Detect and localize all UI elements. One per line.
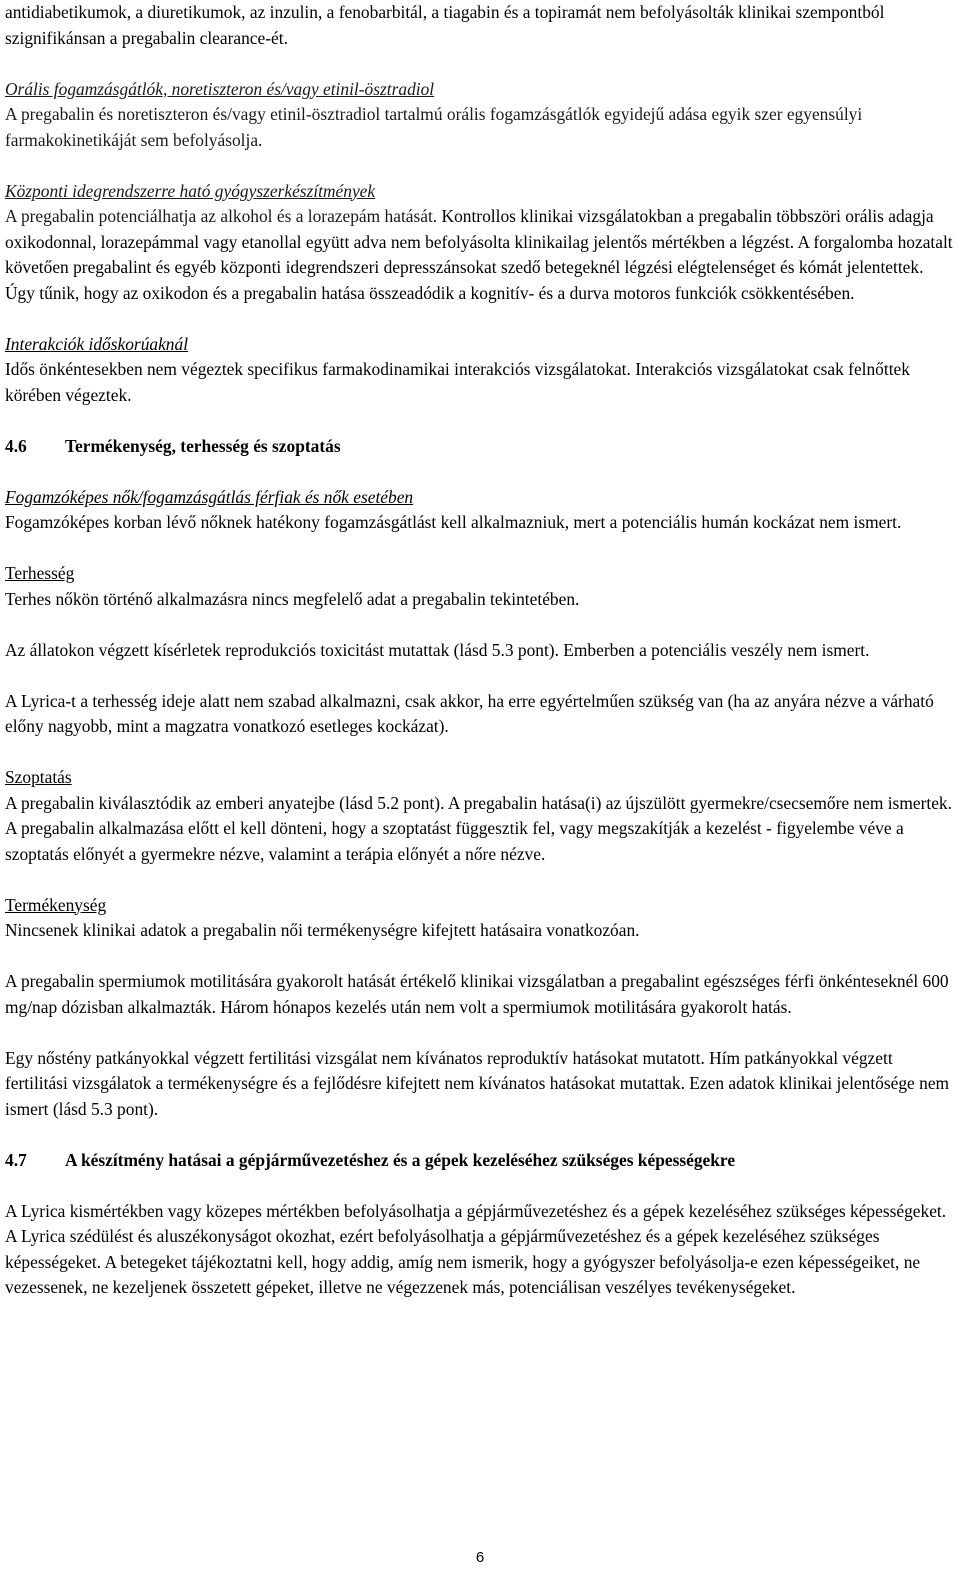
subheading-elderly-interactions: Interakciók időskorúaknál (5, 333, 189, 354)
pregnancy-paragraph-1: Terhes nőkön történő alkalmazásra nincs megfelelő adat a pregabalin tekintetében. (5, 588, 580, 609)
spacer (5, 867, 955, 893)
fertility-paragraph-3: Egy nőstény patkányokkal végzett fertilitási vizsgálat nem kívánatos reproduktív hatásokat mutatott. Hím patkányokkal végzett fertilitási vizsgálatok a termékenységre és a fejlődésre kifejtett nem kívánatos hatásokat mutattak. Ezen adatok klinikai jelentősége nem ismert (lásd 5.3 pont). (5, 1047, 950, 1119)
spacer (5, 1122, 955, 1148)
section-title: Termékenység, terhesség és szoptatás (65, 435, 341, 456)
subheading-pregnancy: Terhesség (5, 563, 75, 583)
spacer (5, 51, 955, 77)
breastfeeding-paragraph: A pregabalin kiválasztódik az emberi anyatejbe (lásd 5.2 pont). A pregabalin hatása(i) az újszülött gyermekre/csecsemőre nem ismertek. A pregabalin alkalmazása előtt el kell dönteni, hogy a szoptatást függesztik fel, vagy megszakítják a kezelést - figyelembe véve a szoptatás előnyét a gyermekre nézve, valamint a terápia előnyét a nőre nézve. (5, 792, 952, 864)
cns-drugs-sentence-rest: Kontrollos klinikai vizsgálatokban a pregabalin többszöri orális adagja oxikodonnal, lorazepámmal vagy etanollal együtt adva nem befolyásolta klinikailag jelentős mértékben a légzést. A forgalomba hozatalt követően pregabalint és egyéb központi idegrendszeri depresszánsokat szedő betegeknél légzési elégtelenséget és kómát jelentettek. Úgy tűnik, hogy az oxikodon és a pregabalin hatása összeadódik a kognitív- és a durva motoros funkciók csökkentésében. (5, 206, 953, 303)
section-number: 4.7 (5, 1149, 27, 1170)
cns-drugs-paragraph (5, 204, 955, 306)
spacer (5, 536, 955, 562)
page-number: 6 (475, 1549, 485, 1566)
subheading-breastfeeding: Szoptatás (5, 767, 72, 787)
pregnancy-paragraph-3: A Lyrica-t a terhesség ideje alatt nem szabad alkalmazni, csak akkor, ha erre egyértelműen szükség van (ha az anyára nézve a várható előny nagyobb, mint a magzatra vonatkozó esetleges kockázat). (5, 690, 934, 736)
elderly-interactions-paragraph: Idős önkéntesekben nem végeztek specifikus farmakodinamikai interakciós vizsgálatokat. Interakciós vizsgálatokat csak felnőttek körében végeztek. (5, 359, 910, 405)
oral-contraceptives-paragraph: A pregabalin és noretiszteron és/vagy etinil-ösztradiol tartalmú orális fogamzásgátlók egyidejű adása egyik szer egyensúlyi farmakokinetikáját sem befolyásolja. (5, 104, 863, 150)
spacer (5, 740, 955, 766)
fertility-paragraph-2: A pregabalin spermiumok motilitására gyakorolt hatását értékelő klinikai vizsgálatban a pregabalint egészséges férfi önkénteseknél 600 mg/nap dózisban alkalmazták. Három hónapos kezelés után nem volt a spermiumok motilitására gyakorolt hatás. (5, 971, 949, 1017)
spacer (5, 612, 955, 638)
pregnancy-paragraph-2: Az állatokon végzett kísérletek reprodukciós toxicitást mutattak (lásd 5.3 pont). Emberben a potenciális veszély nem ismert. (5, 639, 870, 660)
section-heading-4-7 (5, 1148, 955, 1174)
fertile-women-paragraph: Fogamzóképes korban lévő nőknek hatékony fogamzásgátlást kell alkalmazniuk, mert a potenciális humán kockázat nem ismert. (5, 512, 902, 532)
section-number: 4.6 (5, 435, 27, 456)
spacer (5, 153, 955, 179)
spacer (5, 408, 955, 434)
document-page (5, 0, 955, 1301)
subheading-cns-drugs: Központi idegrendszerre ható gyógyszerkészítmények (5, 180, 376, 201)
section-heading-4-6 (5, 434, 955, 460)
subheading-fertility: Termékenység (5, 894, 107, 915)
subheading-oral-contraceptives: Orális fogamzásgátlók, noretiszteron és/vagy etinil-ösztradiol (5, 78, 435, 99)
spacer (5, 663, 955, 689)
spacer (5, 459, 955, 485)
driving-paragraph: A Lyrica kismértékben vagy közepes mértékben befolyásolhatja a gépjárművezetéshez és a gépek kezeléséhez szükséges képességeket. A Lyrica szédülést és aluszékonyságot okozhat, ezért befolyásolhatja a gépjárművezetéshez és a gépek kezeléséhez szükséges képességeket. A betegeket tájékoztatni kell, hogy addig, amíg nem ismerik, hogy a gyógyszer befolyásolja-e ezen képességeiket, ne vezessenek, ne kezeljenek összetett gépeket, illetve ne végezzenek más, potenciálisan veszélyes tevékenységeket. (5, 1200, 947, 1297)
spacer (5, 306, 955, 332)
cns-drugs-sentence-1: A pregabalin potenciálhatja az alkohol és a lorazepám hatását. (5, 206, 438, 226)
spacer (5, 1173, 955, 1199)
subheading-fertile-women: Fogamzóképes nők/fogamzásgátlás férfiak és nők esetében (5, 486, 414, 507)
spacer (5, 944, 955, 970)
spacer (5, 1020, 955, 1046)
section-title: A készítmény hatásai a gépjárművezetéshez és a gépek kezeléséhez szükséges képességekre (65, 1149, 736, 1170)
fertility-paragraph-1: Nincsenek klinikai adatok a pregabalin női termékenységre kifejtett hatásaira vonatkozóan. (5, 920, 640, 940)
intro-paragraph: antidiabetikumok, a diuretikumok, az inzulin, a fenobarbitál, a tiagabin és a topiramát nem befolyásolták klinikai szempontból szignifikánsan a pregabalin clearance-ét. (5, 2, 885, 48)
